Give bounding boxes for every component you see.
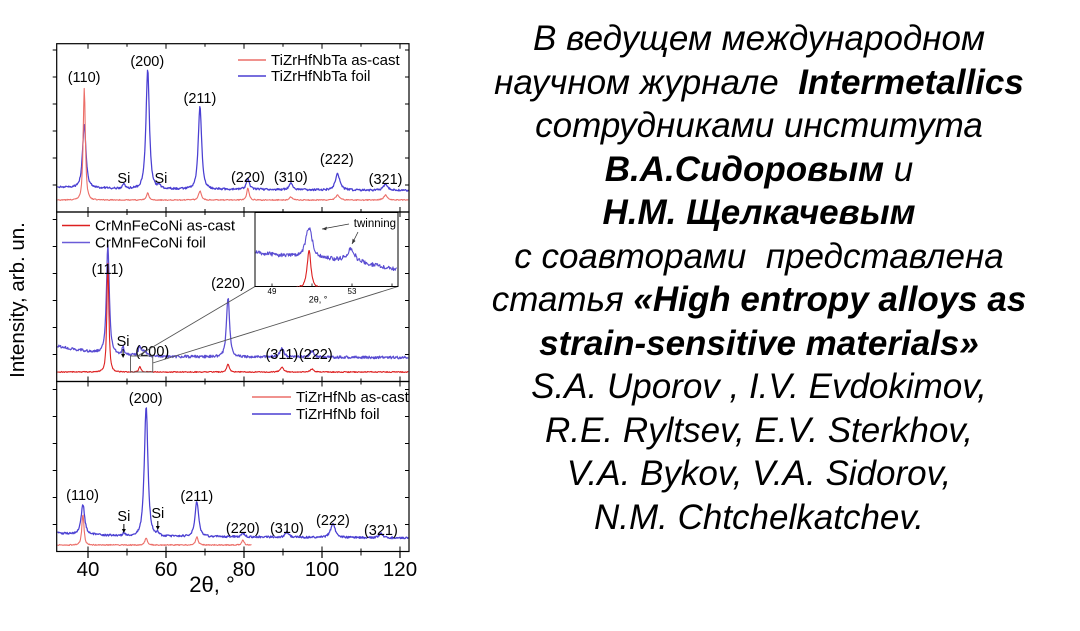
- si-label: Si: [154, 171, 168, 187]
- si-arrowhead: [156, 526, 160, 530]
- x-tick-label: 120: [382, 558, 418, 581]
- peak-label: (110): [67, 70, 101, 86]
- legend-label: CrMnFeCoNi foil: [95, 234, 206, 252]
- x-tick-label: 100: [304, 558, 340, 581]
- peak-label: (200): [135, 344, 170, 360]
- peak-label: (222): [298, 347, 333, 363]
- announcement-line-12: [438, 496, 1080, 540]
- zoom-connector-line: [138, 287, 255, 357]
- announcement-line-11: [438, 452, 1080, 496]
- si-label: Si: [117, 509, 131, 525]
- announcement-line-2: [438, 61, 1080, 105]
- xrd-figure: [0, 0, 440, 631]
- si-arrowhead: [122, 529, 126, 533]
- announcement-bold-segment: Intermetallics: [798, 62, 1024, 102]
- announcement-segment: статья: [491, 280, 634, 319]
- x-tick-label: 80: [232, 558, 256, 581]
- peak-label: (310): [269, 521, 304, 537]
- legend-label: TiZrHfNb foil: [296, 406, 380, 423]
- peak-label: (220): [230, 170, 265, 186]
- announcement-bold-segment: Н.М. Щелкачевым: [602, 193, 916, 232]
- peak-label: (200): [130, 54, 165, 70]
- x-tick-label: 60: [154, 558, 178, 581]
- si-label: Si: [117, 171, 131, 187]
- x-tick-label: 40: [76, 558, 100, 581]
- announcement-line-6: [438, 235, 1080, 279]
- announcement-line-7: [438, 278, 1080, 322]
- announcement-segment: N.M. Chtchelkatchev.: [593, 497, 925, 537]
- peak-label: (111): [91, 262, 124, 278]
- peak-label: (220): [225, 521, 260, 537]
- y-axis-title: Intensity, arb. un.: [6, 222, 29, 378]
- legend-label: TiZrHfNb as-cast: [296, 389, 409, 406]
- announcement-line-3: [438, 104, 1080, 148]
- legend-label: TiZrHfNbTa foil: [271, 68, 371, 85]
- announcement-segment: и: [884, 149, 914, 189]
- peak-label: (220): [211, 276, 245, 292]
- announcement-bold-segment: «High entropy alloys as: [633, 280, 1027, 319]
- xrd-curve-tizrhfnb-foil: [57, 408, 408, 539]
- legend-label: CrMnFeCoNi as-cast: [95, 217, 236, 235]
- announcement-segment: R.E. Ryltsev, E.V. Sterkhov,: [545, 410, 973, 450]
- announcement-line-5: [438, 191, 1080, 235]
- inset-xlabel: 2θ, °: [308, 294, 328, 305]
- announcement-segment: научном журнале: [494, 62, 799, 102]
- peak-label: (311): [265, 347, 299, 363]
- legend-label: TiZrHfNbTa as-cast: [271, 52, 400, 69]
- si-label: Si: [116, 334, 130, 350]
- xrd-panel-top: [53, 44, 409, 212]
- announcement-bold-segment: В.А.Сидоровым: [604, 149, 885, 189]
- announcement-bold-segment: strain-sensitive materials»: [539, 323, 979, 363]
- peak-label: (310): [273, 170, 308, 186]
- peak-label: (222): [315, 513, 350, 529]
- announcement-segment: S.A. Uporov , I.V. Evdokimov,: [531, 367, 987, 406]
- peak-label: (321): [363, 523, 398, 539]
- twinning-label: twinning: [353, 218, 396, 230]
- peak-label: (211): [183, 91, 217, 107]
- inset-tick-label: 49: [267, 287, 277, 296]
- announcement-line-1: [438, 17, 1080, 61]
- inset-tick-label: 53: [347, 287, 357, 296]
- announcement-line-9: [438, 365, 1080, 409]
- si-label: Si: [151, 506, 165, 522]
- peak-label: (321): [368, 172, 403, 188]
- peak-label: (200): [128, 391, 163, 407]
- peak-label: (110): [66, 488, 99, 504]
- xrd-panel-bottom: [53, 382, 410, 552]
- announcement-line-8: [438, 322, 1080, 366]
- announcement-line-4: [438, 148, 1080, 192]
- announcement-text: [438, 17, 1080, 539]
- x-axis-title: 2θ, °: [189, 572, 235, 597]
- announcement-segment: сотрудниками института: [535, 106, 983, 145]
- announcement-line-10: [438, 409, 1080, 453]
- announcement-segment: V.A. Bykov, V.A. Sidorov,: [566, 454, 952, 493]
- announcement-segment: с соавторами представлена: [514, 236, 1004, 276]
- peak-label: (222): [319, 152, 354, 168]
- peak-label: (211): [180, 489, 214, 505]
- si-arrowhead: [121, 354, 125, 358]
- xrd-inset: [255, 213, 398, 305]
- announcement-segment: В ведущем международном: [533, 19, 985, 58]
